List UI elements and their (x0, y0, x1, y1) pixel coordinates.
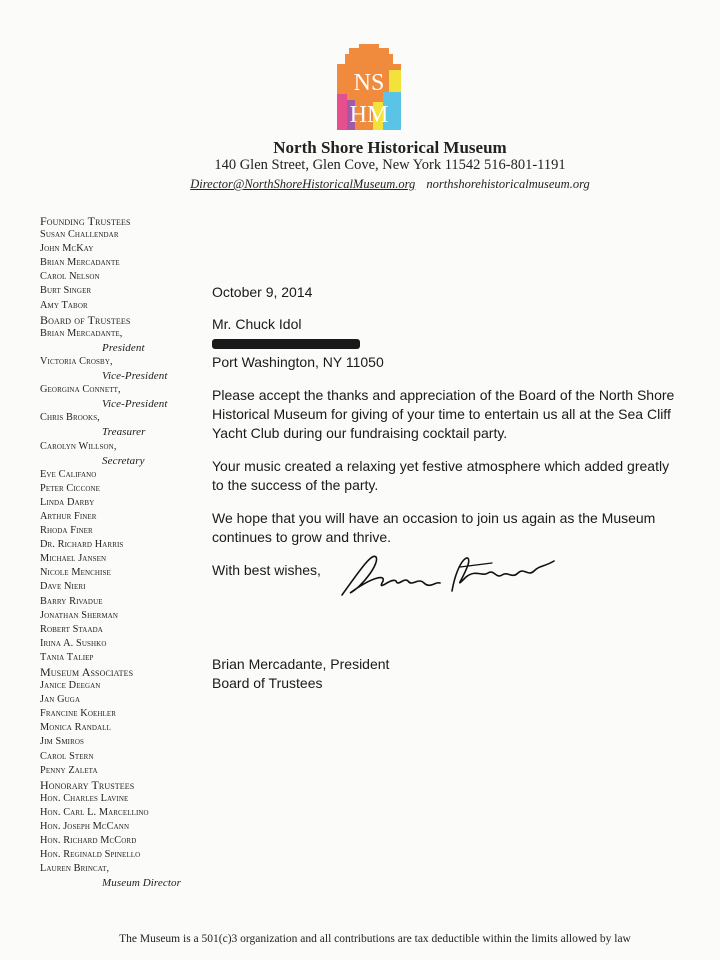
museum-logo (333, 42, 405, 132)
closing-row (212, 561, 682, 621)
recipient-name: Mr. Chuck Idol (212, 316, 302, 332)
sidebar-name: Jim Smiros (40, 736, 85, 748)
sidebar-name: Irina A. Sushko (40, 637, 107, 649)
sidebar-name: Hon. Reginald Spinello (40, 849, 141, 861)
closing-text: With best wishes, (212, 562, 321, 578)
sidebar-name: Robert Staada (40, 623, 103, 635)
letter-body (212, 283, 682, 693)
sidebar-role: Vice-President (102, 398, 168, 411)
sidebar-name: Brian Mercadante, (40, 327, 123, 339)
sidebar-name: Georgina Connett, (40, 384, 121, 396)
redacted-address (212, 339, 360, 349)
sidebar-heading: Honorary Trustees (40, 777, 135, 792)
sidebar-role: Museum Director (102, 877, 181, 890)
sidebar-name: Carolyn Willson, (40, 440, 117, 452)
museum-address: 140 Glen Street, Glen Cove, New York 11542 516-801-1191 (214, 157, 566, 173)
sidebar-heading: Board of Trustees (40, 312, 131, 327)
sidebar-name: Hon. Joseph McCann (40, 821, 130, 833)
sidebar-name: Michael Jansen (40, 553, 107, 565)
sidebar-name: John McKay (40, 243, 94, 255)
sidebar-heading: Museum Associates (40, 665, 134, 679)
sidebar-heading: Founding Trustees (40, 214, 131, 228)
paragraph-music: Your music created a relaxing yet festive atmosphere which added greatly to the success of the party. (212, 458, 670, 493)
sidebar-name: Peter Ciccone (40, 482, 101, 494)
sidebar-name: Dave Nieri (40, 581, 86, 593)
paragraph-thanks: Please accept the thanks and appreciation of the Board of the North Shore Historical Museum for giving of your time to entertain us all at the Sea Cliff Yacht Club during our fundraising cocktail party. (212, 387, 675, 441)
sidebar-name: Janice Deegan (40, 680, 101, 692)
sidebar-name: Penny Zaleta (40, 764, 98, 776)
sidebar-name: Brian Mercadante (40, 257, 120, 269)
sidebar-name: Francine Koehler (40, 708, 117, 720)
sidebar-name: Hon. Richard McCord (40, 835, 137, 847)
sidebar-name: Hon. Charles Lavine (40, 792, 129, 804)
sidebar-role: Treasurer (102, 426, 146, 439)
sidebar-name: Victoria Crosby, (40, 355, 113, 367)
sidebar-name: Susan Challendar (40, 229, 119, 241)
sidebar-name: Linda Darby (40, 496, 95, 508)
svg-text:NS: NS (353, 70, 385, 96)
handwritten-signature (332, 547, 562, 603)
sidebar-name: Lauren Brincat, (40, 863, 110, 875)
museum-contact (0, 177, 720, 192)
letter-date: October 9, 2014 (212, 284, 313, 300)
sidebar-role: President (102, 341, 145, 354)
sidebar-name: Nicole Menchise (40, 567, 111, 579)
sidebar-name: Tania Taliep (40, 651, 94, 663)
recipient-street (212, 334, 682, 353)
sidebar-name: Amy Tabor (40, 299, 88, 311)
signer-title: Board of Trustees (212, 675, 323, 691)
email-link[interactable]: Director@NorthShoreHistoricalMuseum.org (190, 177, 416, 191)
sidebar-name: Rhoda Finer (40, 525, 93, 537)
trustees-sidebar (40, 214, 210, 891)
museum-name: North Shore Historical Museum (273, 138, 507, 157)
sidebar-name: Arthur Finer (40, 510, 97, 522)
sidebar-name: Jonathan Sherman (40, 609, 119, 621)
sidebar-role: Secretary (102, 454, 145, 467)
footer-note: The Museum is a 501(c)3 organization and all contributions are tax deductible within the limits allowed by law (119, 933, 631, 945)
sidebar-name: Chris Brooks, (40, 412, 100, 424)
paragraph-invite: We hope that you will have an occasion to join us again as the Museum continues to grow and thrive. (212, 510, 656, 545)
website-link[interactable]: northshorehistoricalmuseum.org (426, 177, 590, 191)
sidebar-name: Carol Nelson (40, 271, 100, 283)
sidebar-name: Hon. Carl L. Marcellino (40, 806, 149, 818)
sidebar-role: Vice-President (102, 370, 168, 383)
sidebar-name: Dr. Richard Harris (40, 539, 124, 551)
recipient-city: Port Washington, NY 11050 (212, 354, 384, 370)
sidebar-name: Burt Singer (40, 285, 92, 297)
sidebar-name: Carol Stern (40, 750, 94, 762)
sidebar-name: Eve Califano (40, 468, 97, 480)
svg-text:HM: HM (349, 102, 389, 128)
signer-name: Brian Mercadante, President (212, 656, 390, 672)
sidebar-name: Jan Guga (40, 694, 81, 706)
sidebar-name: Monica Randall (40, 722, 111, 734)
sidebar-name: Barry Rivadue (40, 595, 103, 607)
